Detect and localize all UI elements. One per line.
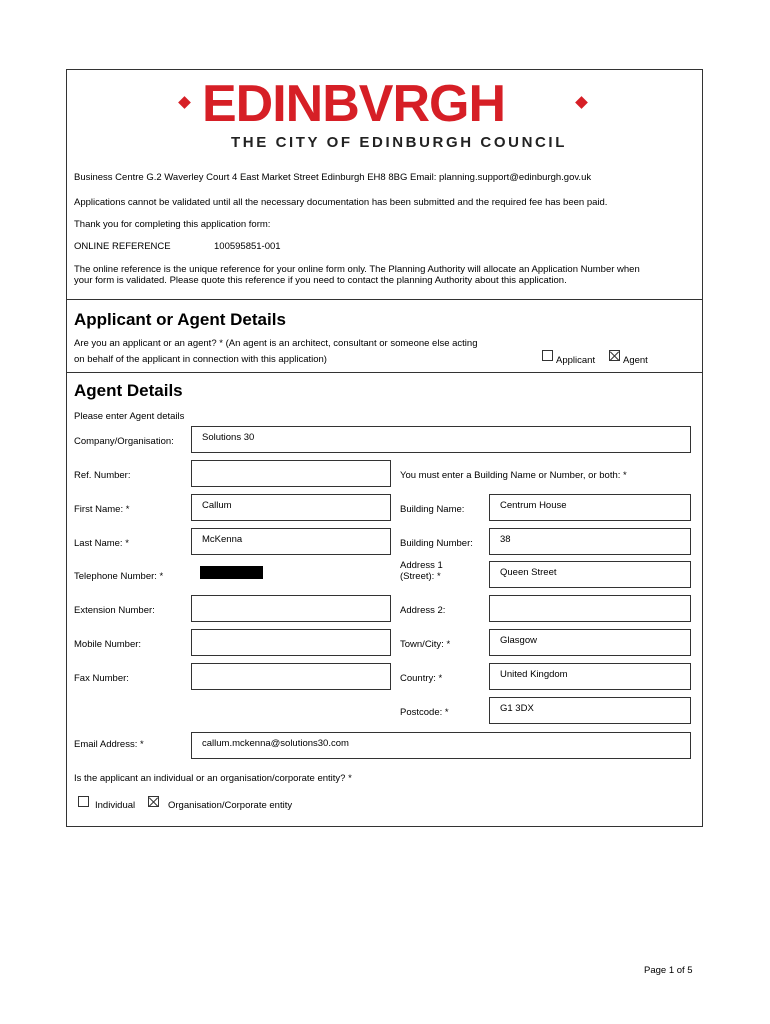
page-number: Page 1 of 5	[644, 965, 693, 976]
company-label: Company/Organisation:	[74, 436, 174, 447]
ref-number-input[interactable]	[191, 460, 391, 487]
building-number-label: Building Number:	[400, 538, 473, 549]
agent-option-label: Agent	[623, 355, 648, 366]
address1-value: Queen Street	[500, 567, 557, 578]
applicant-question-1: Are you an applicant or an agent? * (An agent is an architect, consultant or someone else acting	[74, 338, 478, 349]
divider	[67, 299, 702, 300]
logo-title: EDINBVRGH	[202, 75, 506, 133]
building-note: You must enter a Building Name or Number, or both: *	[400, 470, 627, 481]
reference-note-2: your form is validated. Please quote this reference if you need to contact the planning Authority about this application.	[74, 275, 567, 286]
reference-note-1: The online reference is the unique reference for your online form only. The Planning Authority will allocate an Application Number when	[74, 264, 640, 275]
last-name-value: McKenna	[202, 534, 243, 545]
company-input[interactable]	[191, 426, 691, 453]
last-name-input[interactable]	[191, 528, 391, 555]
agent-section-title: Agent Details	[74, 381, 183, 400]
first-name-label: First Name: *	[74, 504, 130, 515]
address1-input[interactable]	[489, 561, 691, 588]
email-input[interactable]	[191, 732, 691, 759]
building-name-label: Building Name:	[400, 504, 465, 515]
online-reference-label: ONLINE REFERENCE	[74, 241, 171, 252]
address2-input[interactable]	[489, 595, 691, 622]
extension-label: Extension Number:	[74, 605, 155, 616]
fax-input[interactable]	[191, 663, 391, 690]
building-number-value: 38	[500, 534, 511, 545]
ref-number-label: Ref. Number:	[74, 470, 131, 481]
town-input[interactable]	[489, 629, 691, 656]
address-line: Business Centre G.2 Waverley Court 4 East Market Street Edinburgh EH8 8BG Email: planning.support@edinburgh.gov.uk	[74, 172, 592, 183]
applicant-question-2: on behalf of the applicant in connection with this application)	[74, 354, 327, 365]
country-label: Country: *	[400, 673, 443, 684]
applicant-checkbox[interactable]	[542, 350, 553, 361]
entity-question: Is the applicant an individual or an organisation/corporate entity? *	[74, 773, 352, 784]
building-number-input[interactable]	[489, 528, 691, 555]
telephone-redacted	[200, 566, 263, 579]
address1-label-line1: Address 1	[400, 560, 443, 571]
email-value: callum.mckenna@solutions30.com	[202, 738, 349, 749]
online-reference-value: 100595851-001	[214, 241, 281, 252]
agent-intro: Please enter Agent details	[74, 411, 185, 422]
organisation-checkbox[interactable]	[148, 796, 159, 807]
agent-checkbox[interactable]	[609, 350, 620, 361]
country-value: United Kingdom	[500, 669, 568, 680]
building-name-input[interactable]	[489, 494, 691, 521]
mobile-label: Mobile Number:	[74, 639, 142, 650]
organisation-option-label: Organisation/Corporate entity	[168, 800, 293, 811]
thanks-text: Thank you for completing this application form:	[74, 219, 271, 230]
town-label: Town/City: *	[400, 639, 451, 650]
telephone-label: Telephone Number: *	[74, 571, 164, 582]
email-label: Email Address: *	[74, 739, 144, 750]
postcode-input[interactable]	[489, 697, 691, 724]
individual-option-label: Individual	[95, 800, 136, 811]
first-name-input[interactable]	[191, 494, 391, 521]
town-value: Glasgow	[500, 635, 537, 646]
postcode-value: G1 3DX	[500, 703, 534, 714]
individual-checkbox[interactable]	[78, 796, 89, 807]
country-input[interactable]	[489, 663, 691, 690]
extension-input[interactable]	[191, 595, 391, 622]
validation-note: Applications cannot be validated until all the necessary documentation has been submitted and the required fee has been paid.	[74, 197, 608, 208]
applicant-option-label: Applicant	[556, 355, 596, 366]
address1-label-line2: (Street): *	[400, 571, 441, 582]
first-name-value: Callum	[202, 500, 232, 511]
divider	[67, 372, 702, 373]
logo-subtitle: THE CITY OF EDINBURGH COUNCIL	[231, 134, 567, 151]
applicant-section-title: Applicant or Agent Details	[74, 310, 286, 329]
building-name-value: Centrum House	[500, 500, 567, 511]
fax-label: Fax Number:	[74, 673, 129, 684]
company-value: Solutions 30	[202, 432, 255, 443]
form-frame	[66, 69, 703, 827]
postcode-label: Postcode: *	[400, 707, 449, 718]
last-name-label: Last Name: *	[74, 538, 129, 549]
mobile-input[interactable]	[191, 629, 391, 656]
address2-label: Address 2:	[400, 605, 446, 616]
